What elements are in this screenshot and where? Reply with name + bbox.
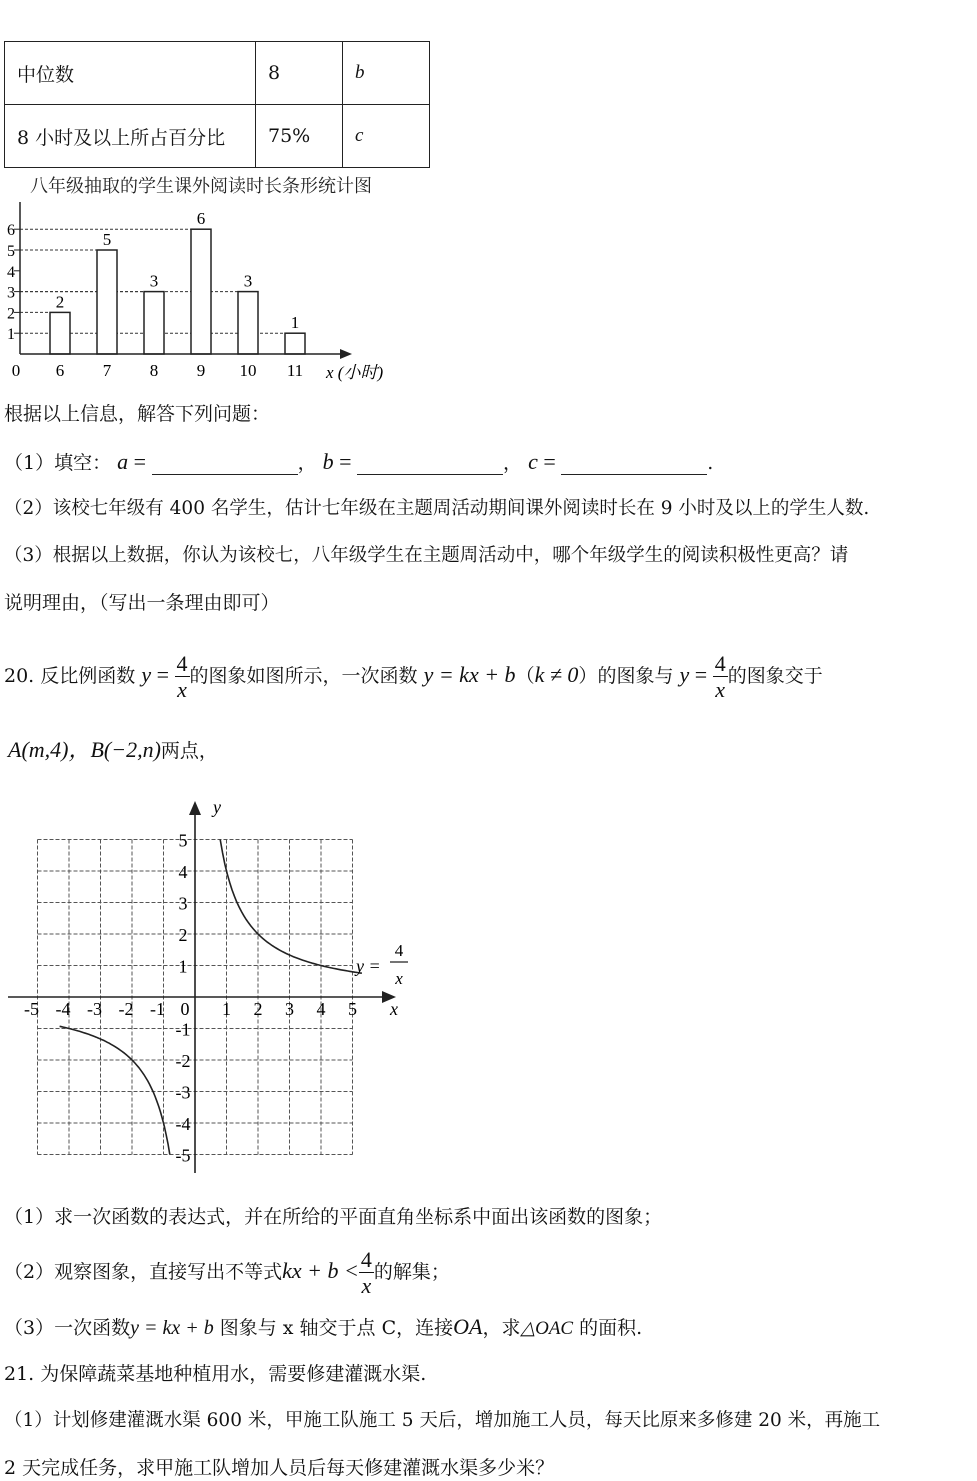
q19-part3-line2: 说明理由，（写出一条理由即可） bbox=[4, 592, 280, 614]
x-tick-label: 10 bbox=[239, 361, 257, 380]
hyperbola-branch-1 bbox=[220, 840, 362, 974]
q20-statement: 20. 反比例函数 y = $\frac{4}{x}$ 的图象如图所示，一次函数 y = kx + b（k ≠ 0）的图象与 y = $\frac{4}{x}$ 的图象交于 bbox=[4, 650, 823, 702]
part3-func: y = kx + b bbox=[130, 1317, 214, 1339]
x-tick-labels bbox=[56, 361, 303, 380]
graph-x-tick-label: 3 bbox=[285, 999, 294, 1019]
q21-part1-line1: （1）计划修建灌溉水渠 600 米，甲施工队施工 5 天后，增加施工人员，每天比原来多修建 20 米，再施工 bbox=[4, 1410, 881, 1431]
origin-label: 0 bbox=[11, 361, 21, 380]
graph-y-tick-label: 5 bbox=[178, 830, 188, 851]
curve-label-den: x bbox=[395, 969, 403, 988]
graph-x-ticks bbox=[24, 999, 357, 1019]
bar-value-label: 1 bbox=[290, 313, 300, 333]
y-tick-label: 2 bbox=[7, 305, 15, 323]
q21-title: 21. 为保障蔬菜基地种植用水，需要修建灌溉水渠. bbox=[4, 1363, 427, 1385]
part3-mid: 图象与 x 轴交于点 C，连接 bbox=[219, 1317, 454, 1339]
bar-value-label: 6 bbox=[196, 209, 206, 229]
graph-y-tick-label: 2 bbox=[178, 925, 188, 945]
q19-part3-line1: （3）根据以上数据，你认为该校七，八年级学生在主题周活动中，哪个年级学生的阅读积极性更高？请 bbox=[4, 545, 849, 566]
y-tick-label: 3 bbox=[7, 284, 15, 302]
q20-mid2: 的图象与 bbox=[597, 665, 674, 687]
chart-bars bbox=[50, 209, 305, 354]
table-row bbox=[5, 105, 430, 168]
blank-a[interactable] bbox=[152, 454, 298, 475]
blank-b[interactable] bbox=[357, 454, 503, 475]
x-tick-label: 6 bbox=[55, 361, 65, 380]
hyperbola-branch-3 bbox=[60, 1026, 170, 1154]
graph-x-tick-label: -3 bbox=[87, 999, 102, 1019]
x-tick-label: 9 bbox=[196, 361, 206, 380]
segment-oa: OA bbox=[453, 1314, 483, 1339]
part2-prefix: （2）观察图象，直接写出不等式 bbox=[4, 1261, 283, 1283]
q20-part1: （1）求一次函数的表达式，并在所给的平面直角坐标系中面出该函数的图象； bbox=[4, 1206, 663, 1228]
graph-y-tick-label: -1 bbox=[175, 1019, 191, 1040]
graph-x-tick-label: 4 bbox=[316, 999, 326, 1019]
x-axis-label: x (小时) bbox=[326, 363, 384, 382]
graph-y-tick-label: -3 bbox=[175, 1082, 191, 1103]
q19-part2: （2）该校七年级有 400 名学生，估计七年级在主题周活动期间课外阅读时长在 9 小时及以上的学生人数. bbox=[4, 498, 870, 519]
bar bbox=[191, 229, 211, 354]
var-c: c bbox=[528, 449, 538, 474]
graph-y-ticks bbox=[176, 831, 191, 1166]
bar-value-label: 3 bbox=[243, 271, 253, 291]
graph-origin: 0 bbox=[180, 999, 190, 1019]
bar bbox=[238, 292, 258, 354]
y-tick-labels bbox=[7, 222, 20, 343]
y-tick-label: 5 bbox=[7, 243, 15, 260]
bar bbox=[285, 333, 305, 354]
y-tick-label: 1 bbox=[7, 326, 15, 344]
blank-c[interactable] bbox=[561, 454, 707, 475]
bar-value-label: 5 bbox=[102, 230, 112, 249]
table-row bbox=[5, 42, 430, 105]
fraction: $\frac{4}{x}$ bbox=[714, 650, 726, 702]
part3-prefix: （3）一次函数 bbox=[4, 1317, 131, 1339]
graph-y-tick-label: 1 bbox=[178, 956, 188, 977]
triangle-oac: △OAC bbox=[520, 1318, 574, 1339]
graph-x-tick-label: 1 bbox=[222, 999, 231, 1019]
q20-part2 bbox=[4, 1242, 450, 1301]
graph-x-tick-label: -2 bbox=[118, 999, 134, 1019]
table-cell: 75% bbox=[256, 105, 343, 168]
graph-y-tick-label: -5 bbox=[175, 1145, 191, 1166]
q20-part3 bbox=[4, 1315, 642, 1341]
bar-value-label: 3 bbox=[149, 271, 159, 291]
bar-value-label: 2 bbox=[55, 292, 65, 312]
graph-x-tick-label: -5 bbox=[24, 999, 39, 1019]
chart-title: 八年级抽取的学生课外阅读时长条形统计图 bbox=[30, 176, 372, 197]
q21-part1-line2: 2 天完成任务，求甲施工队增加人员后每天修建灌溉水渠多少米？ bbox=[4, 1457, 555, 1479]
k-condition: k ≠ 0 bbox=[534, 662, 579, 687]
q19-part1: （1）填空： a = ， b = ， c = . bbox=[4, 449, 714, 474]
y-axis-arrow bbox=[189, 801, 201, 815]
table-cell: c bbox=[343, 105, 430, 168]
x-tick-label: 8 bbox=[149, 361, 159, 380]
x-axis-arrow bbox=[340, 349, 352, 359]
var-b: b bbox=[322, 449, 334, 474]
points-ab: A(m,4)，B(−2,n) bbox=[8, 737, 161, 762]
bar bbox=[144, 292, 164, 354]
coordinate-graph bbox=[0, 795, 420, 1180]
bar bbox=[97, 250, 117, 354]
fraction: $\frac{4}{x}$ bbox=[360, 1246, 372, 1298]
part1-label: （1）填空： bbox=[4, 452, 112, 474]
q20-prefix: 20. 反比例函数 bbox=[4, 665, 136, 687]
part2-suffix: 的解集； bbox=[373, 1261, 450, 1283]
stats-table bbox=[4, 41, 430, 168]
graph-x-tick-label: 5 bbox=[348, 999, 357, 1019]
q20-mid1: 的图象如图所示，一次函数 bbox=[189, 665, 418, 687]
fraction: $\frac{4}{x}$ bbox=[176, 650, 188, 702]
y-tick-label: 6 bbox=[7, 222, 15, 240]
graph-x-tick-label: -4 bbox=[55, 999, 71, 1019]
q20-end: 的图象交于 bbox=[727, 665, 823, 687]
inequality: kx + b < bbox=[282, 1258, 359, 1283]
table-cell: 中位数 bbox=[5, 42, 256, 105]
graph-y-tick-label: 4 bbox=[178, 862, 188, 882]
graph-x-tick-label: 2 bbox=[253, 999, 263, 1019]
x-tick-label: 11 bbox=[286, 361, 304, 380]
var-a: a bbox=[117, 449, 129, 474]
points-suffix: 两点， bbox=[160, 740, 218, 762]
linear-function: y = kx + b bbox=[423, 662, 516, 687]
x-tick-label: 7 bbox=[102, 361, 112, 380]
y-tick-label: 4 bbox=[7, 263, 15, 281]
part3-suffix: 的面积. bbox=[579, 1317, 643, 1339]
table-cell: 8 小时及以上所占百分比 bbox=[5, 105, 256, 168]
bar-chart bbox=[0, 172, 420, 388]
q19-intro: 根据以上信息，解答下列问题： bbox=[4, 403, 271, 425]
table-cell: 8 bbox=[256, 42, 343, 105]
x-axis-letter: x bbox=[390, 999, 398, 1019]
q20-points bbox=[8, 738, 218, 763]
graph-y-tick-label: -2 bbox=[175, 1051, 191, 1071]
graph-x-tick-label: -1 bbox=[150, 999, 165, 1019]
part3-mid2: ，求 bbox=[482, 1317, 521, 1339]
y-axis-letter: y bbox=[213, 797, 221, 817]
graph-y-tick-label: 3 bbox=[178, 893, 188, 914]
table-cell: b bbox=[343, 42, 430, 105]
curve-label-num: 4 bbox=[394, 941, 404, 960]
bar bbox=[50, 312, 70, 354]
graph-y-tick-label: -4 bbox=[175, 1114, 191, 1134]
curve-label-y: y = bbox=[356, 956, 381, 976]
